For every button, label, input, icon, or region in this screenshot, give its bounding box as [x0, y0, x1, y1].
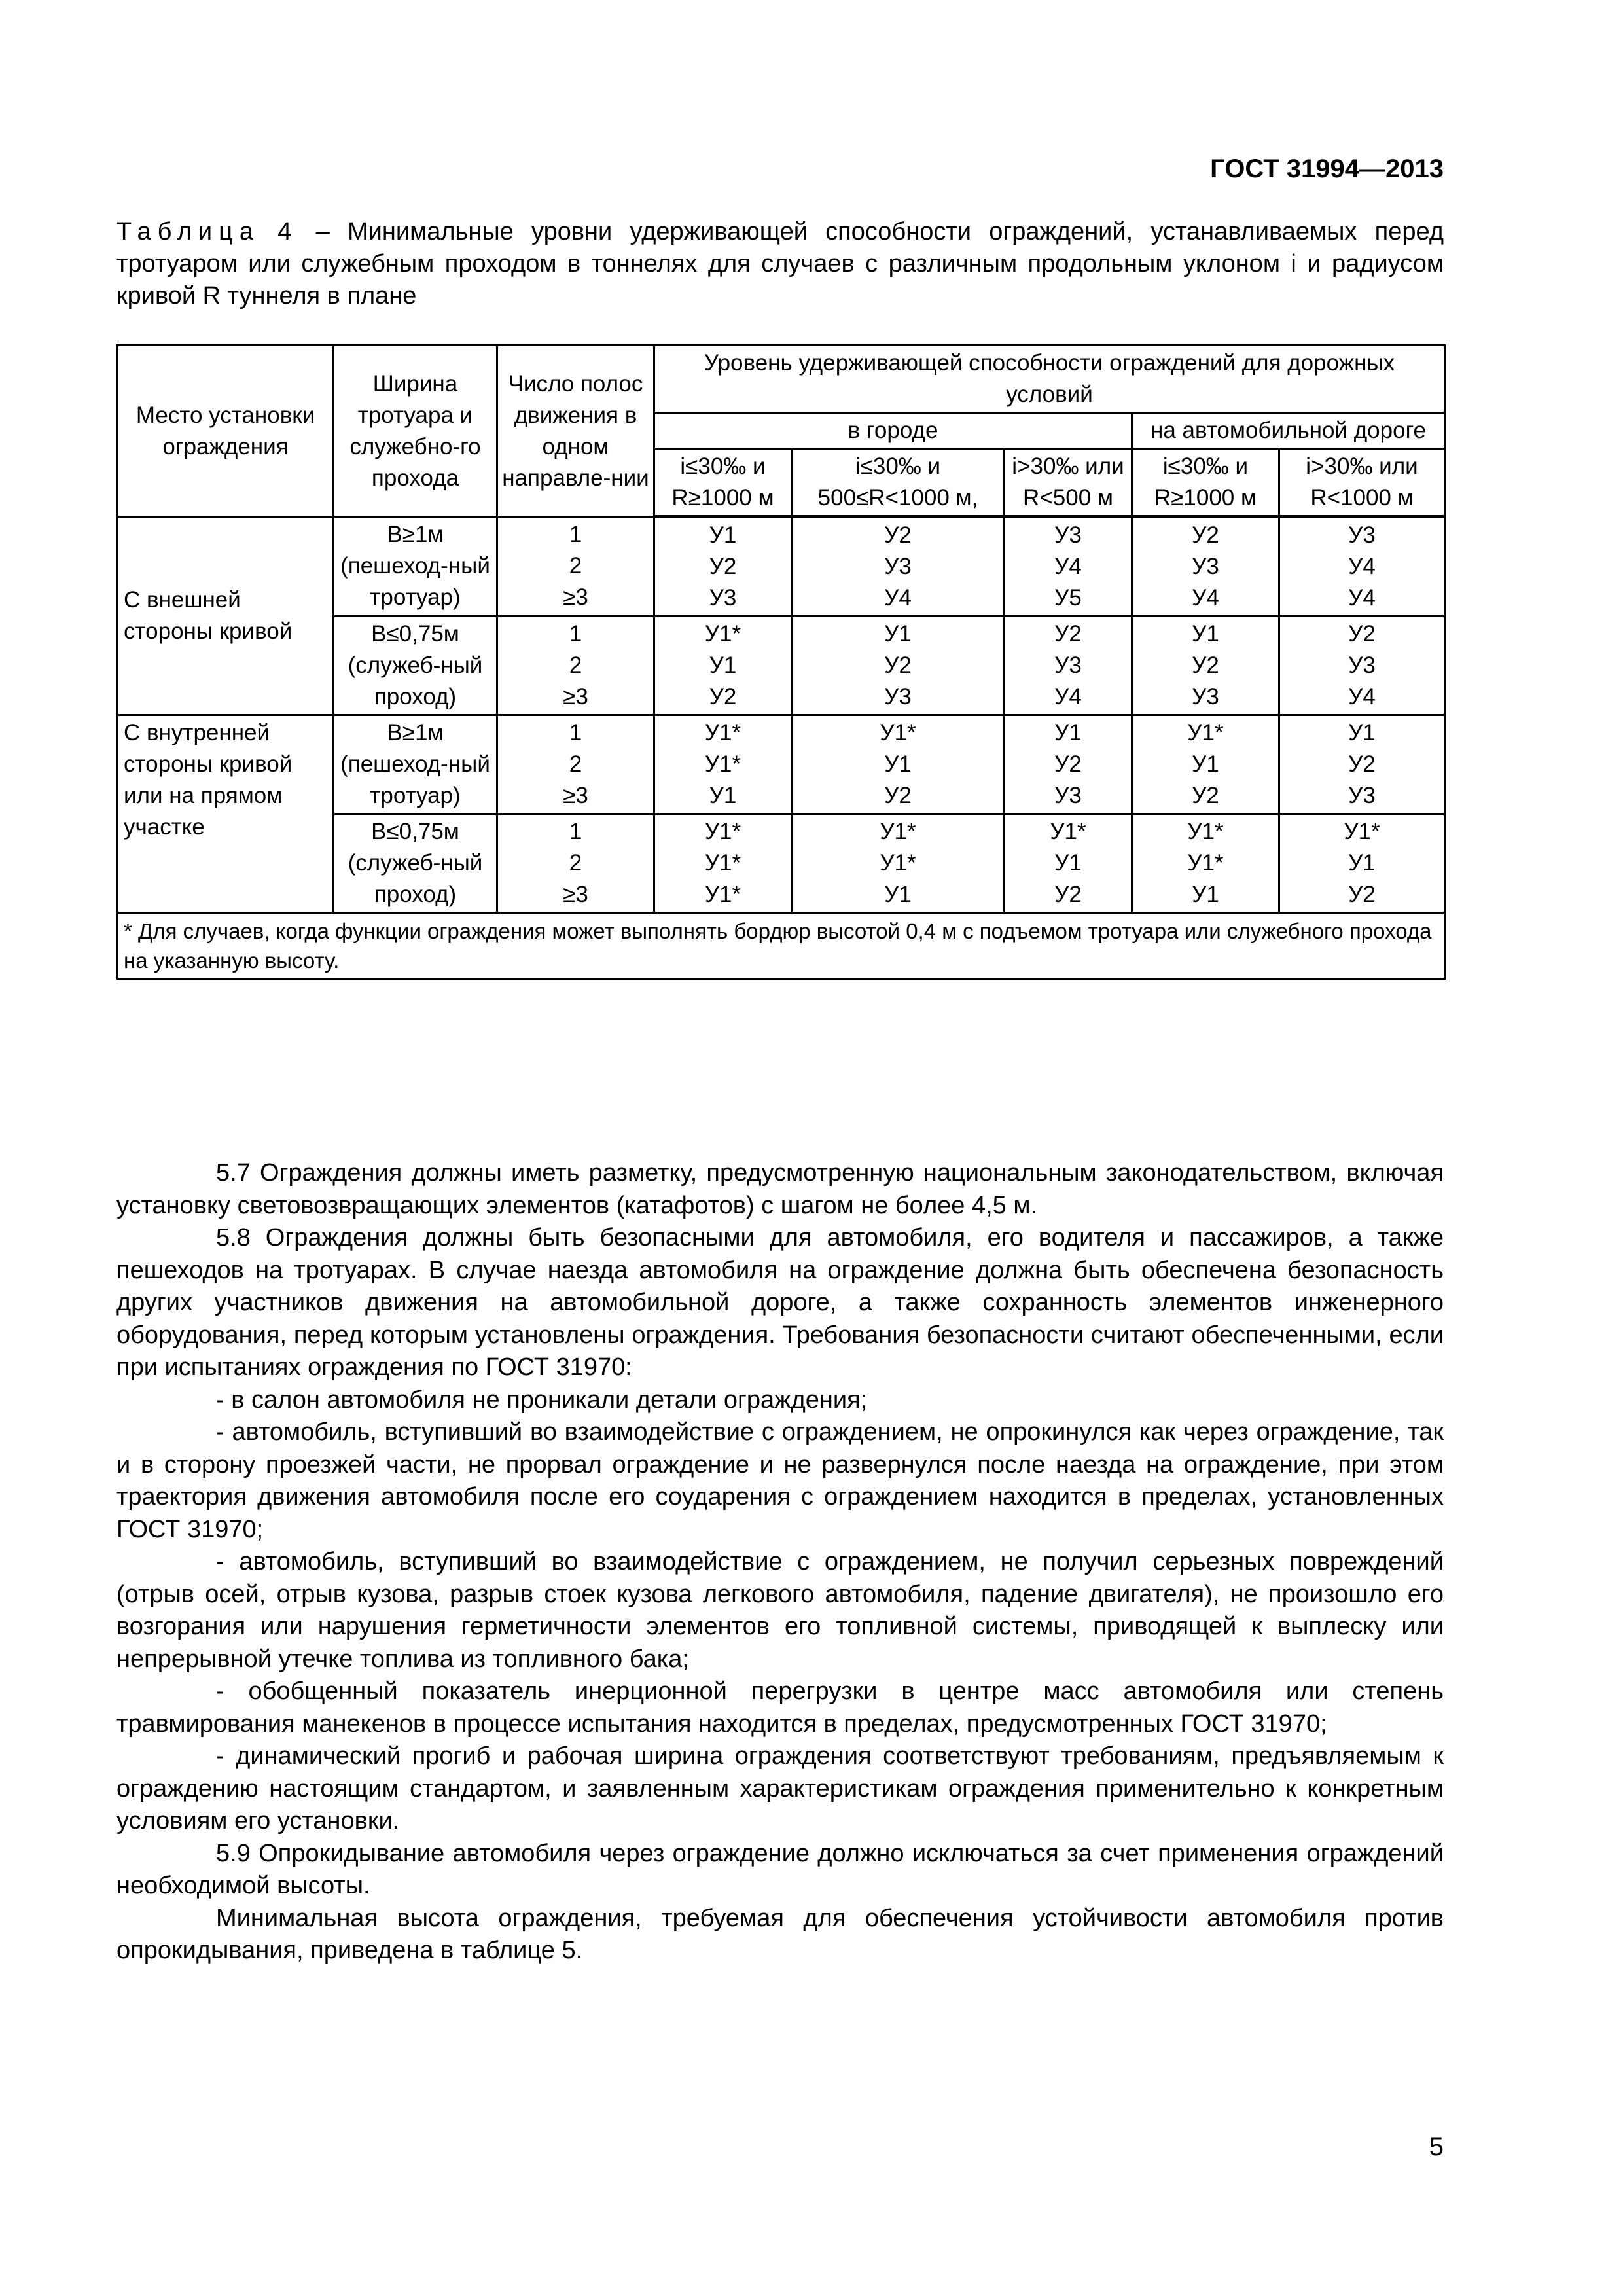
level-cell: У1 У2 У3: [1132, 617, 1279, 715]
header-sub-5: i>30‰ или R<1000 м: [1279, 449, 1445, 517]
header-level: Уровень удерживающей способности ограждений для дорожных условий: [654, 346, 1445, 413]
table-caption-text: – Минимальные уровни удерживающей способности ограждений, устанавливаемых перед тротуаром или служебным проходом в тоннелях для случаев с различным продольным уклоном i и радиусом кривой R туннеля в плане: [116, 218, 1444, 310]
header-place: Место установки ограждения: [118, 346, 334, 517]
level-cell: У1* У1 У2: [1005, 814, 1132, 913]
level-cell: У1 У2 У3: [1005, 715, 1132, 814]
lanes-cell: 1 2 ≥3: [497, 715, 654, 814]
level-cell: У1* У1 У2: [1132, 715, 1279, 814]
document-code: ГОСТ 31994—2013: [1210, 154, 1444, 183]
table-row: [118, 517, 1445, 617]
header-sub-2: i≤30‰ и 500≤R<1000 м,: [792, 449, 1005, 517]
lanes-cell: 1 2 ≥3: [497, 517, 654, 617]
width-cell: В≥1м (пешеход-ный тротуар): [334, 517, 497, 617]
level-cell: У1* У1* У1: [654, 715, 792, 814]
lanes-cell: 1 2 ≥3: [497, 814, 654, 913]
level-cell: У1* У1* У1: [792, 814, 1005, 913]
level-cell: У1 У2 У3: [1279, 715, 1445, 814]
header-width: Ширина тротуара и служебно-го прохода: [334, 346, 497, 517]
level-cell: У3 У4 У5: [1005, 517, 1132, 617]
place-outer: С внешней стороны кривой: [118, 517, 334, 715]
level-cell: У1 У2 У3: [654, 517, 792, 617]
header-road: на автомобильной дороге: [1132, 413, 1445, 449]
bullet-item: - автомобиль, вступивший во взаимодействие с ограждением, не опрокинулся как через ограждение, так и в сторону проезжей части, не прорвал ограждение и не развернулся после наезда на ограждение, при этом траектория движения автомобиля после его соударения с ограждением находится в пределах, установленных ГОСТ 31970;: [116, 1418, 1444, 1543]
bullet-item: - обобщенный показатель инерционной перегрузки в центре масс автомобиля или степень травмирования манекенов в процессе испытания находится в пределах, предусмотренных ГОСТ 31970;: [116, 1677, 1444, 1738]
bullet-item: - динамический прогиб и рабочая ширина ограждения соответствуют требованиям, предъявляемым к ограждению настоящим стандартом, и заявленным характеристикам ограждения применительно к конкретным условиям его установки.: [116, 1742, 1444, 1835]
paragraph-5-7: 5.7 Ограждения должны иметь разметку, предусмотренную национальным законодательством, включая установку световозвращающих элементов (катафотов) с шагом не более 4,5 м.: [116, 1159, 1444, 1219]
level-cell: У1* У1 У2: [792, 715, 1005, 814]
level-cell: У2 У3 У4: [1279, 617, 1445, 715]
paragraph-5-8: 5.8 Ограждения должны быть безопасными для автомобиля, его водителя и пассажиров, а также пешеходов на тротуарах. В случае наезда автомобиля на ограждение должна быть обеспечена безопасность других участников движения на автомобильной дороге, а также сохранность элементов инженерного оборудования, перед которым установлены ограждения. Требования безопасности считают обеспеченными, если при испытаниях ограждения по ГОСТ 31970:: [116, 1224, 1444, 1381]
page-number: 5: [1429, 2132, 1444, 2161]
level-cell: У1* У1 У2: [1279, 814, 1445, 913]
level-cell: У1 У2 У3: [792, 617, 1005, 715]
lanes-cell: 1 2 ≥3: [497, 617, 654, 715]
level-cell: У1* У1* У1: [1132, 814, 1279, 913]
table-footnote: * Для случаев, когда функции ограждения может выполнять бордюр высотой 0,4 м с подъемом тротуара или служебного прохода на указанную высоту.: [118, 913, 1445, 979]
table-caption-label: Таблица: [116, 218, 260, 245]
body-text: [116, 1157, 1444, 1967]
level-cell: У1* У1* У1*: [654, 814, 792, 913]
width-cell: В≥1м (пешеход-ный тротуар): [334, 715, 497, 814]
bullet-item: - в салон автомобиля не проникали детали ограждения;: [216, 1386, 868, 1414]
barrier-level-table: [116, 344, 1446, 980]
place-inner: С внутренней стороны кривой или на прямом участке: [118, 715, 334, 913]
level-cell: У2 У3 У4: [1132, 517, 1279, 617]
header-lanes: Число полос движения в одном направле-нии: [497, 346, 654, 517]
level-cell: У3 У4 У4: [1279, 517, 1445, 617]
table-caption: [116, 216, 1444, 312]
level-cell: У2 У3 У4: [1005, 617, 1132, 715]
level-cell: У2 У3 У4: [792, 517, 1005, 617]
header-sub-3: i>30‰ или R<500 м: [1005, 449, 1132, 517]
bullet-item: - автомобиль, вступивший во взаимодействие с ограждением, не получил серьезных повреждений (отрыв осей, отрыв кузова, разрыв стоек кузова легкового автомобиля, падение двигателя), не произошло его возгорания или нарушения герметичности элементов его топливной системы, приводящей к выплеску или непрерывной утечке топлива из топливного бака;: [116, 1548, 1444, 1673]
width-cell: В≤0,75м (служеб-ный проход): [334, 814, 497, 913]
width-cell: В≤0,75м (служеб-ный проход): [334, 617, 497, 715]
table-caption-number: 4: [277, 218, 298, 245]
table-row: [118, 715, 1445, 814]
header-sub-1: i≤30‰ и R≥1000 м: [654, 449, 792, 517]
paragraph-5-9: 5.9 Опрокидывание автомобиля через ограждение должно исключаться за счет применения ограждений необходимой высоты.: [116, 1839, 1444, 1899]
header-city: в городе: [654, 413, 1132, 449]
paragraph-min-height: Минимальная высота ограждения, требуемая для обеспечения устойчивости автомобиля против опрокидывания, приведена в таблице 5.: [116, 1904, 1444, 1964]
header-sub-4: i≤30‰ и R≥1000 м: [1132, 449, 1279, 517]
level-cell: У1* У1 У2: [654, 617, 792, 715]
